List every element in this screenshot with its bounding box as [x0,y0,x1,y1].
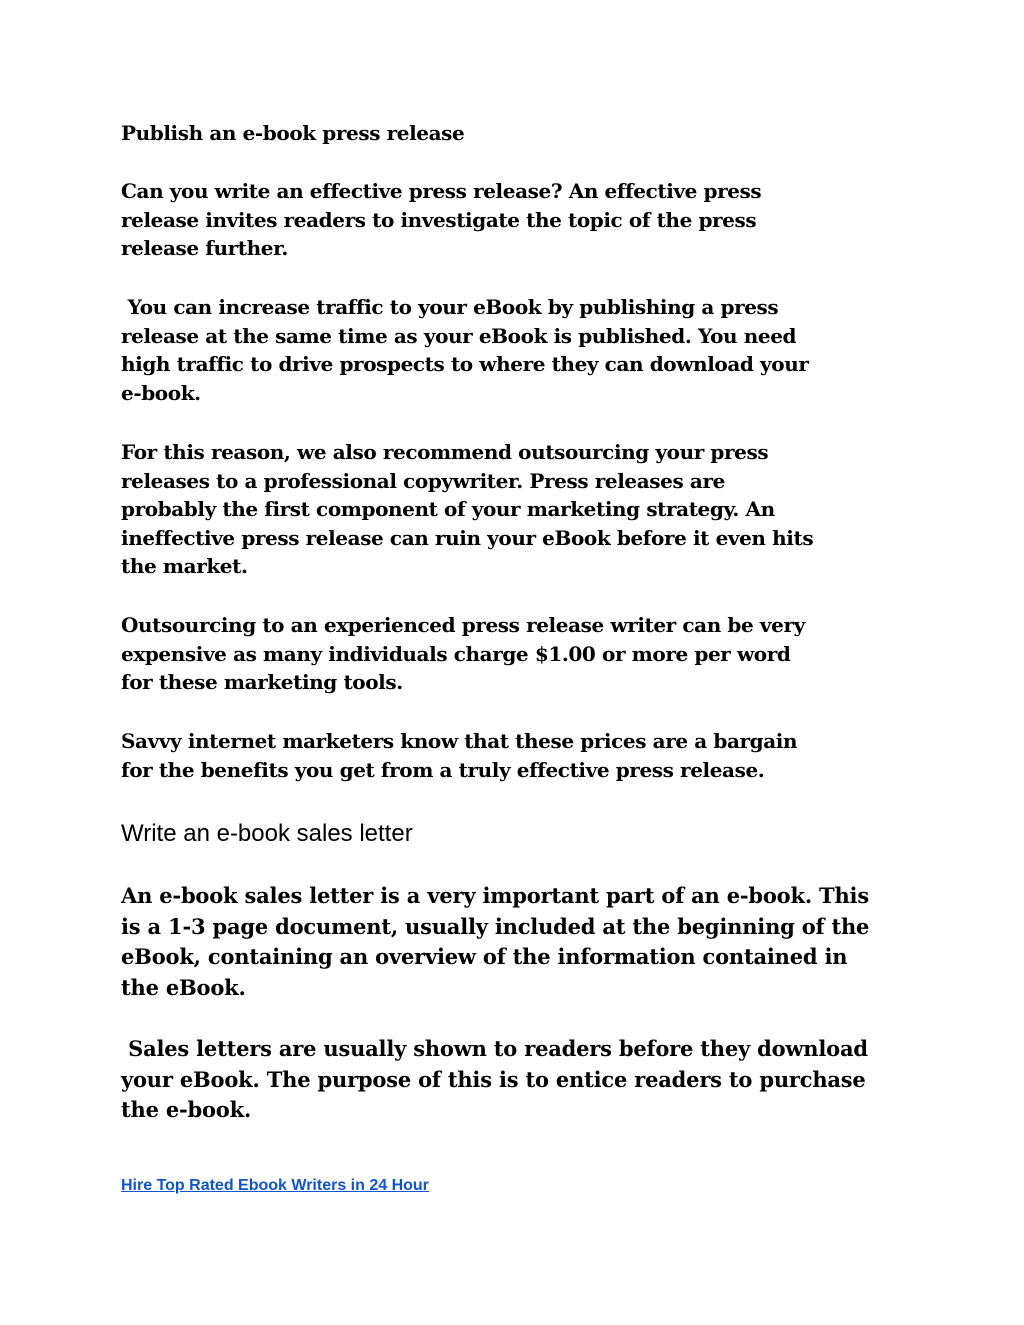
text-line: for the benefits you get from a truly effective press release. [121,757,765,782]
text-line: your eBook. The purpose of this is to entice readers to purchase [121,1066,866,1092]
text-line: An e-book sales letter is a very important part of an e-book. This [121,883,869,908]
paragraph-effective-press-release [121,177,761,263]
section-heading: Write an e-book sales letter [121,820,413,847]
paragraph-increase-traffic [121,293,809,407]
text-line: For this reason, we also recommend outsourcing your press [121,440,769,464]
text-line: e-book. [121,380,201,405]
text-line: probably the first component of your marketing strategy. An [121,497,775,521]
text-line: releases to a professional copywriter. Press releases are [121,468,725,493]
paragraph-outsourcing-cost [121,611,805,697]
text-line: release at the same time as your eBook is published. You need [121,323,797,348]
text-line: Outsourcing to an experienced press release writer can be very [121,613,805,637]
text-line: Can you write an effective press release? An effective press [121,179,762,203]
paragraph-outsourcing-recommendation [121,438,813,581]
text-line: eBook, containing an overview of the information contained in [121,944,848,969]
text-line: Savvy internet marketers know that these prices are a bargain [121,729,798,753]
paragraph-sales-letter-definition [121,881,869,1003]
text-line: high traffic to drive prospects to where they can download your [121,352,809,376]
text-line: is a 1-3 page document, usually included at the beginning of the [121,913,870,939]
page-title: Publish an e-book press release [121,121,465,145]
text-line: the e-book. [121,1097,252,1122]
text-line: for these marketing tools. [121,670,403,694]
text-line: expensive as many individuals charge $1.00 or more per word [121,641,791,666]
text-line: the eBook. [121,974,246,1000]
hire-writers-link[interactable]: Hire Top Rated Ebook Writers in 24 Hour [121,1177,429,1194]
paragraph-sales-letter-purpose [121,1034,868,1126]
text-line: release invites readers to investigate the topic of the press [121,207,757,232]
paragraph-savvy-marketers [121,727,797,784]
text-line: the market. [121,554,248,578]
text-line: You can increase traffic to your eBook by publishing a press [121,295,779,319]
text-line: Sales letters are usually shown to readers before they download [121,1036,868,1061]
text-line: ineffective press release can ruin your eBook before it even hits [121,525,814,550]
text-line: release further. [121,236,288,260]
